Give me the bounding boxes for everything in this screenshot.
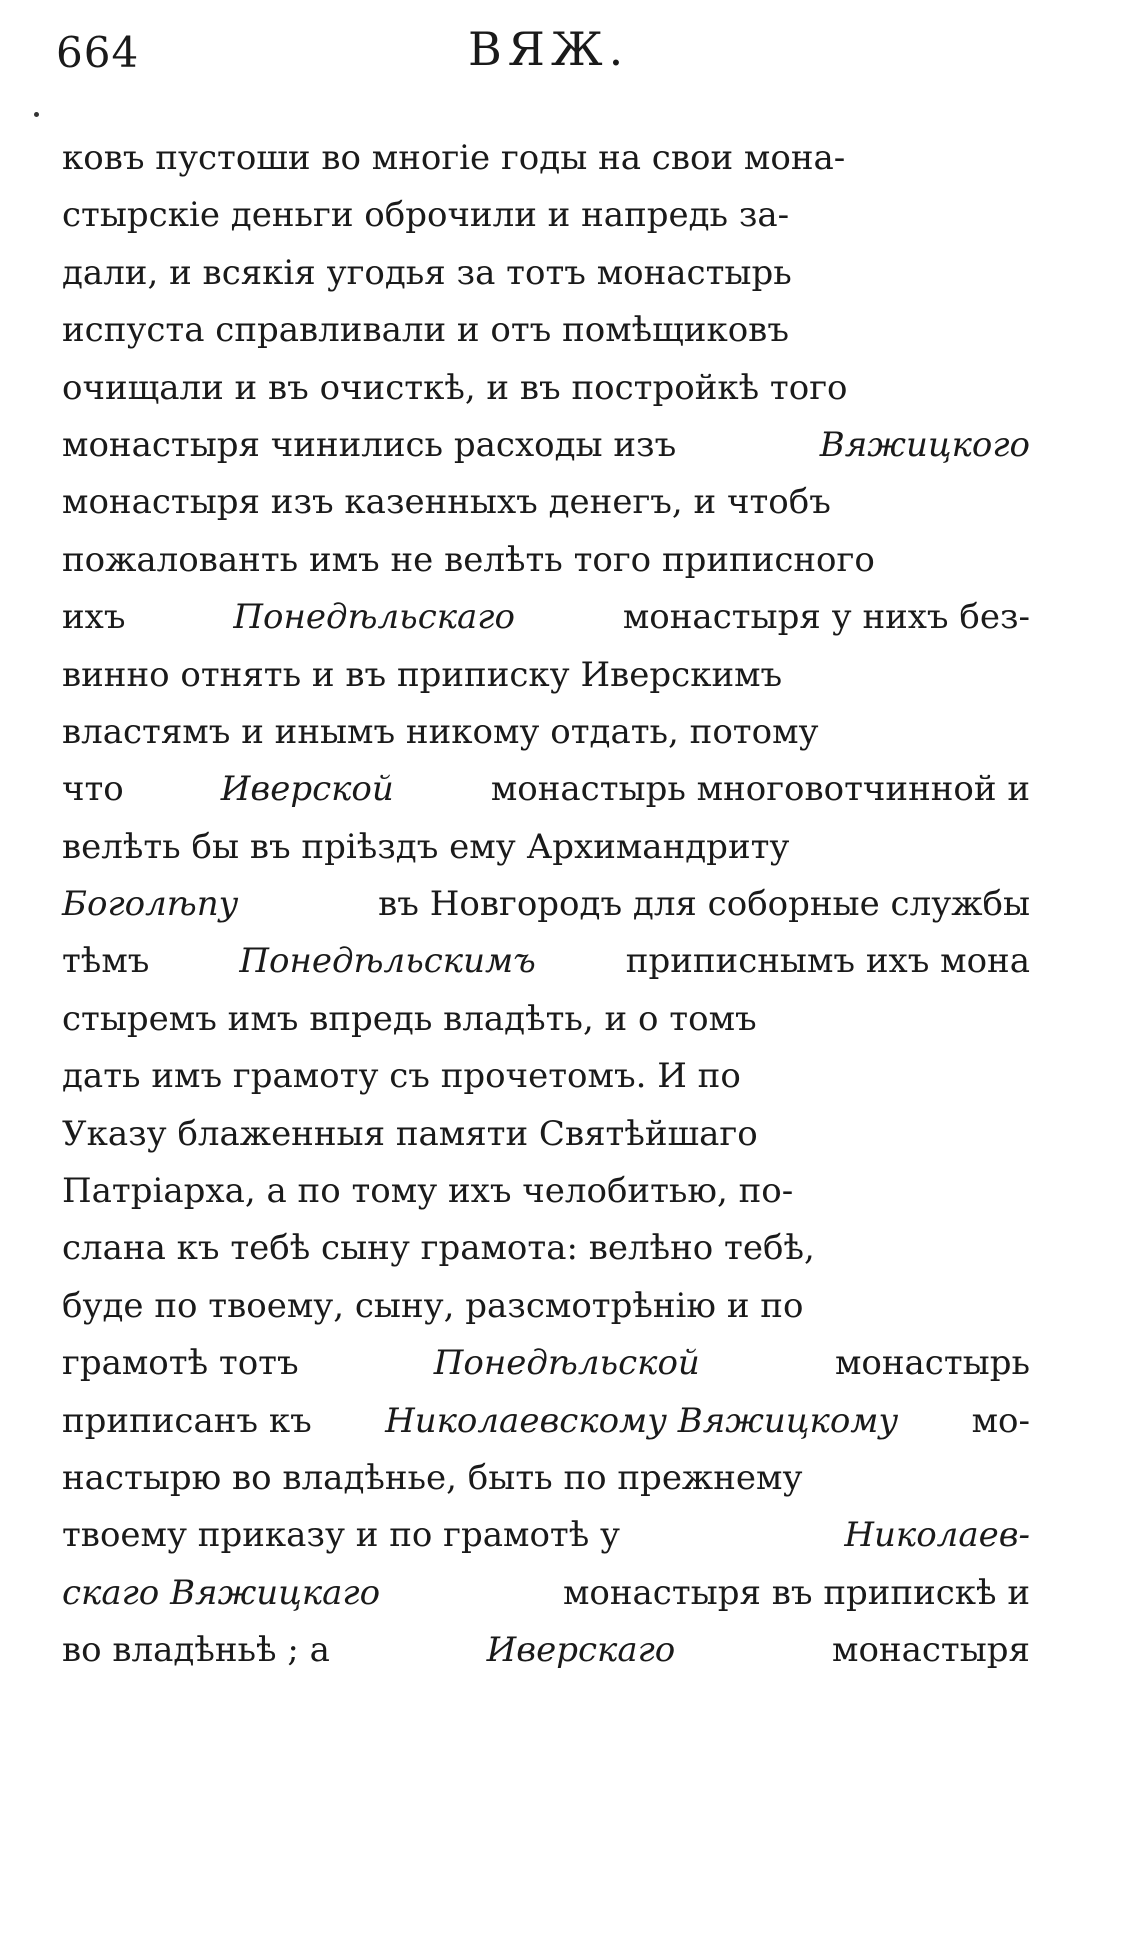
text-segment: властямъ и инымъ никому отдать, потому	[62, 711, 819, 752]
italic-segment: Николаев-	[844, 1515, 1030, 1556]
text-segment: буде по твоему, сыну, разсмотрѣнію и по	[62, 1285, 804, 1326]
text-segment: ковъ пустоши во многіе годы на свои мона-	[62, 138, 846, 178]
text-segment: очищали и въ очисткѣ, и въ постройкѣ того	[62, 367, 848, 408]
italic-segment: Вяжицкого	[819, 424, 1030, 465]
italic-segment: Николаевскому Вяжицкому	[385, 1400, 899, 1441]
text-segment: монастыря изъ казенныхъ денегъ, и чтобъ	[62, 482, 831, 523]
text-line	[62, 1048, 1030, 1105]
text-segment: что	[62, 769, 124, 810]
text-segment: приписнымъ ихъ мона	[625, 941, 1030, 982]
text-segment: монастыря въ припискѣ и	[562, 1572, 1030, 1613]
text-segment: стыремъ имъ впредь владѣть, и о томъ	[62, 998, 757, 1039]
text-line	[62, 187, 1030, 244]
print-speck	[34, 112, 39, 117]
text-line	[62, 1450, 1030, 1507]
text-segment: дали, и всякія угодья за тотъ монастырь	[62, 252, 792, 293]
italic-segment: скаго Вяжицкаго	[62, 1572, 381, 1613]
text-line	[62, 704, 1030, 761]
text-line	[62, 130, 1030, 187]
text-segment: грамотѣ тотъ	[62, 1343, 299, 1384]
text-segment: монастыря у нихъ без-	[622, 597, 1030, 638]
text-line	[62, 302, 1030, 359]
text-segment: пожалованть имъ не велѣть того приписного	[62, 539, 875, 580]
text-segment: тѣмъ	[62, 941, 150, 982]
text-segment: въ Новгородъ для соборные службы	[378, 884, 1030, 925]
italic-segment: Понедѣльскимъ	[239, 941, 536, 982]
text-segment: стырскіе деньги оброчили и напредь за-	[62, 195, 790, 236]
text-segment: мо-	[971, 1400, 1030, 1441]
text-line	[62, 474, 1030, 531]
text-segment: твоему приказу и по грамотѣ у	[62, 1515, 621, 1556]
text-segment: ихъ	[62, 597, 126, 638]
text-segment: монастырь	[834, 1343, 1030, 1384]
text-line	[62, 245, 1030, 302]
text-segment: слана къ тебѣ сыну грамота: велѣно тебѣ,	[62, 1228, 815, 1269]
italic-segment: Боголѣпу	[62, 884, 239, 925]
text-line	[62, 1163, 1030, 1220]
text-segment: монастыря	[832, 1630, 1030, 1671]
text-line	[62, 417, 1030, 474]
text-line	[62, 1393, 1030, 1450]
italic-segment: Иверской	[220, 769, 394, 810]
text-line	[62, 761, 1030, 818]
text-line	[62, 933, 1030, 990]
text-segment: Указу блаженныя памяти Святѣйшаго	[62, 1113, 758, 1154]
text-segment: дать имъ грамоту съ прочетомъ. И по	[62, 1056, 741, 1097]
italic-segment: Иверскаго	[486, 1630, 676, 1671]
text-line	[62, 647, 1030, 704]
text-segment: приписанъ къ	[62, 1400, 312, 1441]
running-head: ВЯЖ.	[468, 22, 630, 76]
text-line	[62, 532, 1030, 589]
text-line	[62, 1335, 1030, 1392]
text-segment: монастырь многовотчинной и	[490, 769, 1030, 810]
italic-segment: Понедѣльскаго	[233, 597, 515, 638]
text-segment: во владѣньѣ ; а	[62, 1630, 330, 1671]
text-segment: Патріарха, а по тому ихъ челобитью, по-	[62, 1171, 794, 1212]
text-segment: настырю во владѣнье, быть по прежнему	[62, 1457, 803, 1498]
text-segment: монастыря чинились расходы изъ	[62, 424, 677, 465]
text-line	[62, 819, 1030, 876]
text-line	[62, 1278, 1030, 1335]
text-line	[62, 1220, 1030, 1277]
text-line	[62, 991, 1030, 1048]
text-line	[62, 1622, 1030, 1679]
text-line	[62, 589, 1030, 646]
text-line	[62, 1565, 1030, 1622]
text-segment: испуста справливали и отъ помѣщиковъ	[62, 310, 789, 351]
text-segment: велѣть бы въ пріѣздъ ему Архимандриту	[62, 826, 790, 867]
page-number: 664	[56, 28, 140, 77]
text-body	[62, 130, 1030, 1680]
text-line	[62, 1507, 1030, 1564]
text-line	[62, 876, 1030, 933]
text-segment: винно отнять и въ приписку Иверскимъ	[62, 654, 783, 695]
italic-segment: Понедѣльской	[433, 1343, 700, 1384]
text-line	[62, 1106, 1030, 1163]
text-line	[62, 360, 1030, 417]
